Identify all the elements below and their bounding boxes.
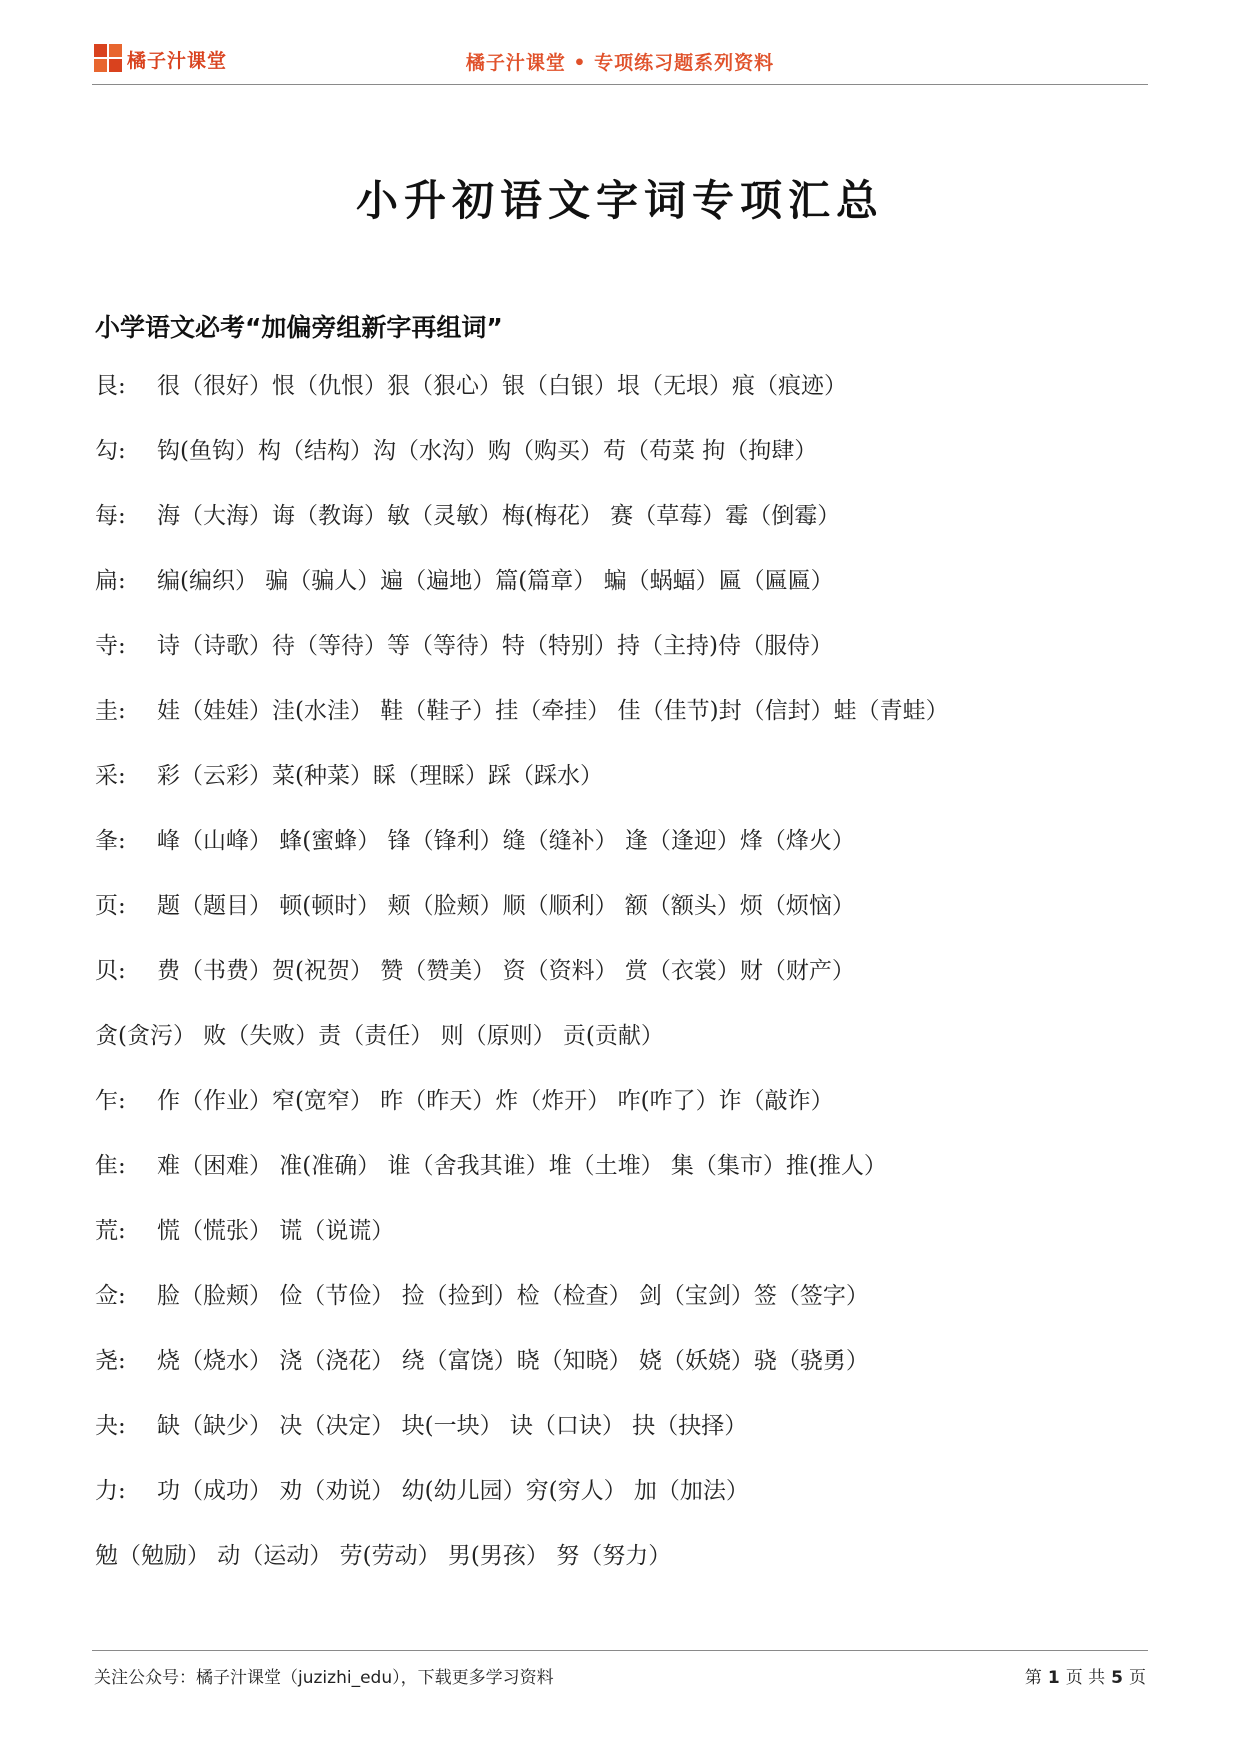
radical-label: 夬: xyxy=(95,1413,126,1439)
radical-label: 页: xyxy=(95,893,126,919)
word-line xyxy=(95,630,1145,695)
document-title: 小升初语文字词专项汇总 xyxy=(355,176,884,225)
word-list xyxy=(95,370,1145,1605)
word-line xyxy=(95,1475,1145,1540)
word-line xyxy=(95,1345,1145,1410)
word-group: 彩（云彩）菜(种菜）睬（理睬）踩（踩水） xyxy=(157,763,603,789)
radical-label: 隹: xyxy=(95,1153,126,1179)
word-group: 烧（烧水） 浇（浇花） 绕（富饶）晓（知晓） 娆（妖娆）骁（骁勇） xyxy=(157,1348,869,1374)
series-title: 橘子汁课堂 • 专项练习题系列资料 xyxy=(465,52,775,74)
word-group: 钩(鱼钩）构（结构）沟（水沟）购（购买）苟（苟菜 拘（拘肆） xyxy=(157,438,818,464)
radical-label: 尧: xyxy=(95,1348,126,1374)
radical-label: 佥: xyxy=(95,1283,126,1309)
radical-label: 圭: xyxy=(95,698,126,724)
word-line xyxy=(95,370,1145,435)
total-pages: 5 xyxy=(1111,1668,1123,1688)
word-group: 诗（诗歌）待（等待）等（等待）特（特别）持（主持)侍（服侍） xyxy=(157,633,833,659)
page-header xyxy=(92,38,1148,85)
page-footer xyxy=(92,1650,1148,1691)
word-line xyxy=(95,500,1145,565)
radical-label: 采: xyxy=(95,763,126,789)
radical-label: 艮: xyxy=(95,373,126,399)
word-group: 难（困难） 准(准确） 谁（舍我其谁）堆（土堆） 集（集市）推(推人） xyxy=(157,1153,887,1179)
word-group: 缺（缺少） 决（决定） 块(一块） 诀（口诀） 抉（抉择） xyxy=(157,1413,748,1439)
word-line xyxy=(95,695,1145,760)
brand-name: 橘子汁课堂 xyxy=(127,49,228,72)
radical-label: 勾: xyxy=(95,438,126,464)
section-heading: 小学语文必考“加偏旁组新字再组词” xyxy=(95,313,503,342)
word-group: 脸（脸颊） 俭（节俭） 捡（捡到）检（检查） 剑（宝剑）签（签字） xyxy=(157,1283,869,1309)
word-group: 贪(贪污） 败（失败）责（责任） 则（原则） 贡(贡献） xyxy=(95,1023,664,1049)
word-group: 峰（山峰） 蜂(蜜蜂） 锋（锋利）缝（缝补） 逢（逢迎）烽（烽火） xyxy=(157,828,855,854)
word-line xyxy=(95,1150,1145,1215)
word-line xyxy=(95,955,1145,1020)
word-group: 费（书费）贺(祝贺） 赞（赞美） 资（资料） 赏（衣裳）财（财产） xyxy=(157,958,855,984)
word-line xyxy=(95,1540,1145,1605)
page-suffix: 页 xyxy=(1129,1668,1146,1688)
word-group: 娃（娃娃）洼(水洼） 鞋（鞋子）挂（牵挂） 佳（佳节)封（信封）蛙（青蛙） xyxy=(157,698,949,724)
radical-label: 贝: xyxy=(95,958,126,984)
radical-label: 每: xyxy=(95,503,126,529)
word-group: 海（大海）诲（教诲）敏（灵敏）梅(梅花） 赛（草莓）霉（倒霉） xyxy=(157,503,841,529)
page-mid: 页 共 xyxy=(1065,1668,1106,1688)
radical-label: 寺: xyxy=(95,633,126,659)
word-line xyxy=(95,1085,1145,1150)
word-line xyxy=(95,1020,1145,1085)
word-group: 功（成功） 劝（劝说） 幼(幼儿园）穷(穷人） 加（加法） xyxy=(157,1478,749,1504)
radical-label: 扁: xyxy=(95,568,126,594)
word-line xyxy=(95,1215,1145,1280)
radical-label: 夆: xyxy=(95,828,126,854)
word-line xyxy=(95,565,1145,630)
current-page: 1 xyxy=(1047,1668,1060,1688)
word-group: 慌（慌张） 谎（说谎） xyxy=(157,1218,395,1244)
word-group: 编(编织） 骗（骗人）遍（遍地）篇(篇章） 蝙（蜗蝠）匾（匾匾） xyxy=(157,568,834,594)
page-prefix: 第 xyxy=(1024,1668,1042,1688)
radical-label: 乍: xyxy=(95,1088,126,1114)
word-group: 勉（勉励） 动（运动） 劳(劳动） 男(男孩） 努（努力） xyxy=(95,1543,672,1569)
word-group: 很（很好）恨（仇恨）狠（狠心）银（白银）垠（无垠）痕（痕迹） xyxy=(157,373,847,399)
word-line xyxy=(95,825,1145,890)
word-group: 题（题目） 顿(顿时） 颊（脸颊）顺（顺利） 额（额头）烦（烦恼） xyxy=(157,893,855,919)
word-group: 作（作业）窄(宽窄） 昨（昨天）炸（炸开） 咋(咋了）诈（敲诈） xyxy=(157,1088,834,1114)
word-line xyxy=(95,760,1145,825)
footer-note: 关注公众号：橘子汁课堂（juzizhi_edu），下载更多学习资料 xyxy=(94,1668,554,1688)
word-line xyxy=(95,890,1145,955)
word-line xyxy=(95,1410,1145,1475)
radical-label: 荒: xyxy=(95,1218,126,1244)
radical-label: 力: xyxy=(95,1478,126,1504)
word-line xyxy=(95,435,1145,500)
page-number xyxy=(1025,1663,1146,1688)
word-line xyxy=(95,1280,1145,1345)
